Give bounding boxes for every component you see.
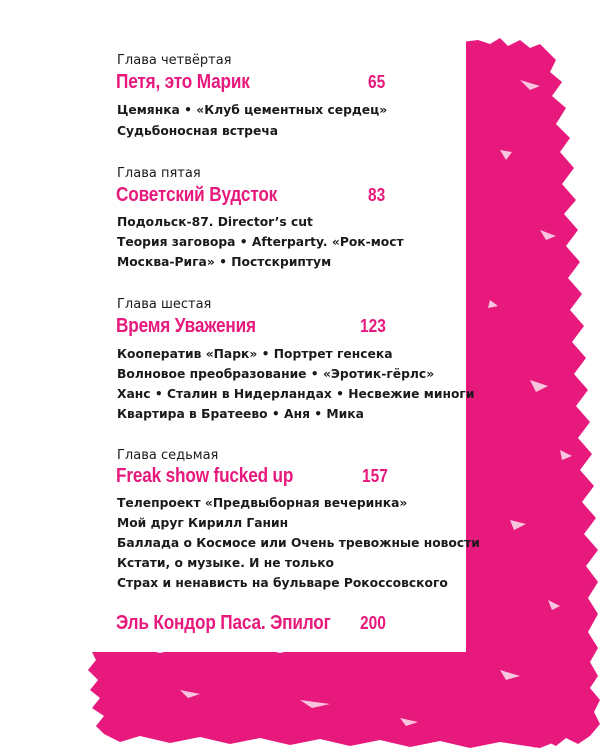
chapter-page-number: 157 — [362, 466, 388, 486]
epilogue-title: Эль Кондор Паса. Эпилог — [116, 612, 331, 634]
section-line: Подольск-87. Director’s cut — [117, 215, 313, 229]
section-line: Ханс • Сталин в Нидерландах • Несвежие миноги — [117, 387, 475, 401]
section-line: Цемянка • «Клуб цементных сердец» — [117, 103, 388, 117]
section-line: Мой друг Кирилл Ганин — [117, 516, 289, 530]
section-line: Телепроект «Предвыборная вечеринка» — [117, 496, 408, 510]
chapter-label: Глава шестая — [117, 297, 212, 312]
section-line: Баллада о Космосе или Очень тревожные новости — [117, 536, 480, 550]
chapter-title: Советский Вудсток — [116, 184, 278, 206]
section-line: Москва-Рига» • Постскриптум — [117, 255, 332, 269]
epilogue-page-number: 200 — [360, 613, 386, 633]
section-line: Квартира в Братеево • Аня • Мика — [117, 407, 364, 421]
section-line: Кооператив «Парк» • Портрет генсека — [117, 347, 393, 361]
chapter-label: Глава пятая — [117, 166, 201, 181]
chapter-title: Freak show fucked up — [116, 465, 294, 487]
section-line: Теория заговора • Afterparty. «Рок-мост — [117, 235, 404, 249]
chapter-page-number: 123 — [360, 316, 386, 336]
section-line: Судьбоносная встреча — [117, 124, 279, 138]
chapter-title: Петя, это Марик — [116, 71, 250, 93]
chapter-title: Время Уважения — [116, 315, 256, 337]
chapter-label: Глава седьмая — [117, 448, 219, 463]
section-line: Страх и ненависть на бульваре Рокоссовского — [117, 576, 448, 590]
section-line: Волновое преобразование • «Эротик-гёрлс» — [117, 367, 435, 381]
chapter-page-number: 83 — [368, 185, 386, 205]
section-line: Кстати, о музыке. И не только — [117, 556, 335, 570]
chapter-page-number: 65 — [368, 72, 386, 92]
chapter-label: Глава четвёртая — [117, 53, 232, 68]
